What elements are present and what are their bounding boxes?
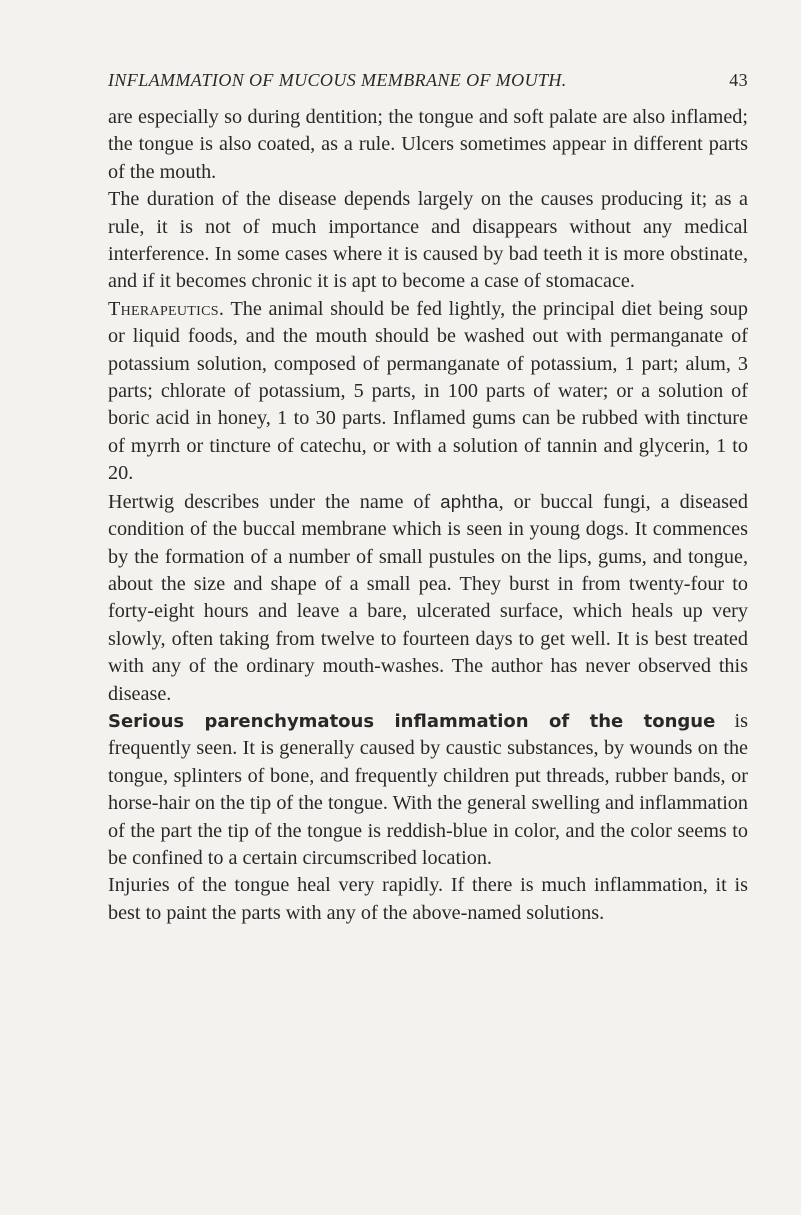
therapeutics-text: The animal should be fed lightly, the principal diet being soup or liquid foods, and the mouth should be washed out with permanganate of potassium solution, composed of permanganate of potassium, 1 part; alum, 3 parts; chlorate of potassium, 5 parts, in 100 parts of water; or a solution of boric acid in honey, 1 to 30 parts. Inflamed gums can be rubbed with tincture of myrrh or tincture of catechu, or with a solution of tannin and glycerin, 1 to 20. bbox=[108, 297, 748, 485]
aphtha-text: , or buccal fungi, a diseased condition of the buccal membrane which is seen in young dogs. It commences by the formation of a number of small pustules on the lips, gums, and tongue, about the size and shape of a small pea. They burst in from twenty-four to forty-eight hours and leave a bare, ulcerated surface, which heals up very slowly, often taking from twelve to fourteen days to get well. It is best treated with any of the ordinary mouth-washes. The author has never observed this disease. bbox=[108, 490, 748, 705]
tongue-inflammation-text: is frequently seen. It is generally caused by caustic substances, by wounds on the tongue, splinters of bone, and frequently children put threads, rubber bands, or horse-hair on the tip of the tongue. With the general swelling and inflammation of the part the tip of the tongue is reddish-blue in color, and the color seems to be confined to a certain circumscribed location. bbox=[108, 709, 748, 869]
page-number: 43 bbox=[729, 70, 748, 90]
paragraph-duration: The duration of the disease depends largely on the causes producing it; as a rule, it is not of much importance and disappears without any medical interference. In some cases where it is caused by bad teeth it is more obstinate, and if it becomes chronic it is apt to become a case of stomacace. bbox=[108, 188, 748, 293]
running-title: INFLAMMATION OF MUCOUS MEMBRANE OF MOUTH. bbox=[108, 70, 567, 90]
aphtha-intro: Hertwig describes under the name of bbox=[108, 490, 441, 513]
paragraph-tongue-inflammation bbox=[108, 708, 748, 872]
tongue-inflammation-term: Serious parenchymatous inflammation of the tongue bbox=[108, 710, 716, 732]
paragraph-injuries: Injuries of the tongue heal very rapidly. If there is much inflammation, it is best to paint the parts with any of the above-named solutions. bbox=[108, 874, 748, 924]
aphtha-term: aphtha bbox=[440, 490, 499, 512]
book-page bbox=[108, 70, 748, 927]
therapeutics-heading: Therapeutics. bbox=[108, 297, 225, 320]
body-text bbox=[108, 104, 748, 927]
paragraph-dentition: are especially so during dentition; the tongue and soft palate are also inflamed; the tongue is also coated, as a rule. Ulcers sometimes appear in different parts of the mouth. bbox=[108, 106, 748, 183]
paragraph-therapeutics bbox=[108, 296, 748, 488]
paragraph-aphtha bbox=[108, 488, 748, 708]
page-header bbox=[108, 70, 748, 104]
